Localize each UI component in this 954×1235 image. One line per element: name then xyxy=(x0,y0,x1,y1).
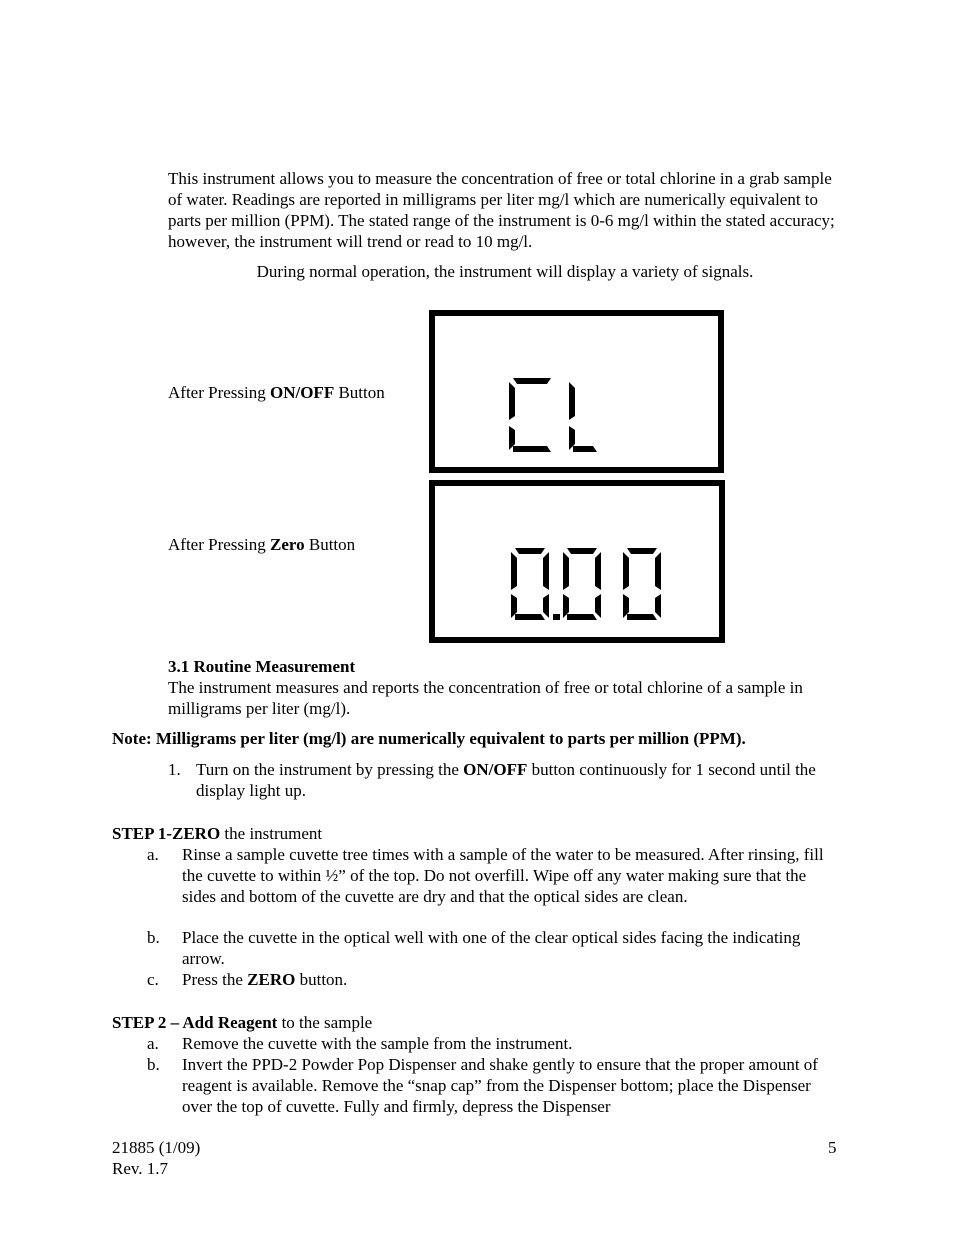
step1-title: STEP 1-ZERO the instrument xyxy=(112,824,323,843)
lcd-readout-zero xyxy=(435,486,719,637)
signals-line: During normal operation, the instrument will display a variety of signals. xyxy=(256,262,754,281)
step1-item-b xyxy=(147,927,837,969)
section-title: 3.1 Routine Measurement xyxy=(168,657,356,676)
list-marker: a. xyxy=(147,1034,159,1053)
footer-left xyxy=(112,1137,200,1179)
revision: Rev. 1.7 xyxy=(112,1159,169,1178)
step2-title: STEP 2 – Add Reagent to the sample xyxy=(112,1013,373,1032)
step1-item-a xyxy=(147,844,837,907)
step2-item-a xyxy=(147,1033,837,1054)
numbered-item-1 xyxy=(168,759,828,801)
section-body: The instrument measures and reports the concentration of free or total chlorine of a sample in milligrams per liter (mg/l). xyxy=(168,678,803,718)
step2-item-b xyxy=(147,1054,837,1117)
list-marker: c. xyxy=(147,970,159,989)
display-label-zero: After Pressing Zero Button xyxy=(168,535,356,554)
lcd-display-zero xyxy=(429,480,725,643)
lcd-readout-cl xyxy=(435,316,718,467)
page-number: 5 xyxy=(828,1138,837,1157)
list-item-text: Remove the cuvette with the sample from the instrument. xyxy=(182,1034,573,1053)
note-text: Note: Milligrams per liter (mg/l) are numerically equivalent to parts per million (PPM). xyxy=(112,729,746,748)
list-marker: b. xyxy=(147,1055,160,1074)
list-item-text: Place the cuvette in the optical well with one of the clear optical sides facing the indicating arrow. xyxy=(182,928,801,968)
doc-number: 21885 (1/09) xyxy=(112,1138,201,1157)
list-item-text: Press the ZERO button. xyxy=(182,970,348,989)
numbered-marker: 1. xyxy=(168,760,181,779)
list-item-text: Rinse a sample cuvette tree times with a sample of the water to be measured. After rinsing, fill the cuvette to within ½” of the top. Do not overfill. Wipe off any water making sure that the sides and bottom of the cuvette are dry and that the optical sides are clean. xyxy=(182,845,824,906)
step1-item-c xyxy=(147,969,837,990)
display-label-onoff: After Pressing ON/OFF Button xyxy=(168,383,385,402)
list-marker: b. xyxy=(147,928,160,947)
list-marker: a. xyxy=(147,845,159,864)
lcd-display-cl xyxy=(429,310,724,473)
numbered-text: Turn on the instrument by pressing the ON/OFF button continuously for 1 second until the display light up. xyxy=(196,760,816,800)
intro-paragraph: This instrument allows you to measure the concentration of free or total chlorine in a grab sample of water. Readings are reported in milligrams per liter mg/l which are numerically equivalent to parts per million (PPM). The stated range of the instrument is 0-6 mg/l within the stated accuracy; however, the instrument will trend or read to 10 mg/l. xyxy=(168,169,835,251)
list-item-text: Invert the PPD-2 Powder Pop Dispenser and shake gently to ensure that the proper amount of reagent is available. Remove the “snap cap” from the Dispenser bottom; place the Dispenser over the top of cuvette. Fully and firmly, depress the Dispenser xyxy=(182,1055,818,1116)
